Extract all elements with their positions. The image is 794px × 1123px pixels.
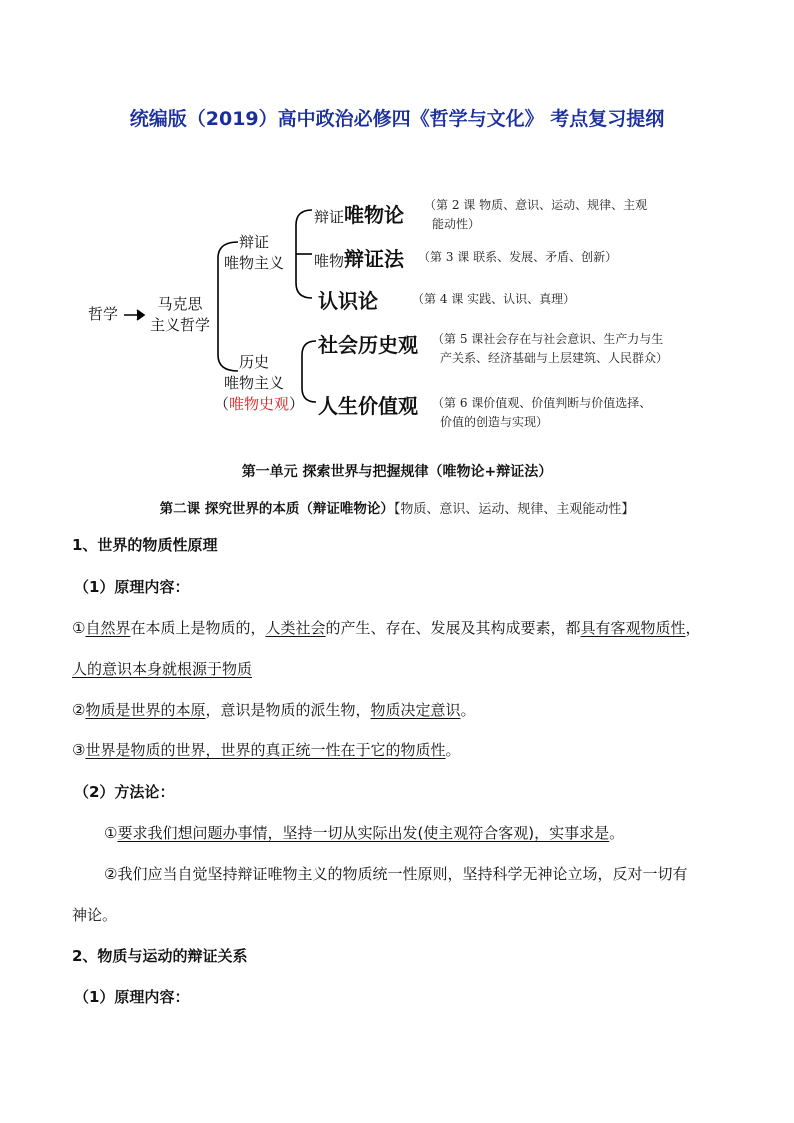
method-item-1: ①要求我们想问题办事情，坚持一切从实际出发(使主观符合客观)，实事求是。 [104,824,625,842]
map-leaf-epistemology: 认识论 [318,289,378,313]
unit-heading: 第一单元 探索世界与把握规律（唯物论+辩证法） [241,464,553,480]
principle-item-2: ②物质是世界的本原，意识是物质的派生物，物质决定意识。 [72,701,476,719]
principle-item-3: ③世界是物质的世界，世界的真正统一性在于它的物质性。 [72,741,461,759]
map-marxist-line1: 马克思 [157,295,203,313]
map-marxist-philosophy [145,294,215,336]
section1-heading: 1、世界的物质性原理 [72,536,218,554]
map-leaf-dialectics-note: （第 3 课 联系、发展、矛盾、创新） [418,250,618,264]
map-historical-alias-row: （唯物史观） [214,395,305,413]
map-leaf-materialism: 辩证唯物论 [314,203,405,227]
map-marxist-line2: 主义哲学 [149,316,210,334]
map-dialectical-materialism [218,232,290,274]
map-historical-alias: 唯物史观 [229,395,290,413]
section1-principle-heading: （1）原理内容： [74,578,190,596]
map-historical-line1: 历史 [238,353,269,371]
map-dialectical-line2: 唯物主义 [223,254,284,272]
section1-method-heading: （2）方法论： [74,783,175,801]
root-arrow-head [137,310,144,320]
map-leaf-epistemology-note: （第 4 课 实践、认识、真理） [412,292,576,306]
principle-item-1: ①自然界在本质上是物质的，人类社会的产生、存在、发展及其构成要素，都具有客观物质性， [72,619,701,637]
lesson-heading: 第二课 探究世界的本质（辩证唯物论）【物质、意识、运动、规律、主观能动性】 [159,501,635,517]
map-leaf-dialectics: 唯物辩证法 [314,247,405,271]
map-leaf-life-values-note: （第 6 课价值观、价值判断与价值选择、 价值的创造与实现） [432,396,652,429]
principle-item-1-cont: 人的意识本身就根源于物质 [72,660,253,678]
map-historical-materialism [214,352,305,415]
map-historical-line2: 唯物主义 [223,374,284,392]
section2-principle-heading: （1）原理内容： [74,988,190,1006]
map-leaf-social-history: 社会历史观 [318,333,418,357]
map-leaf-social-history-note: （第 5 课社会存在与社会意识、生产力与生 产关系、经济基础与上层建筑、人民群众） [432,332,669,365]
historical-bracket [302,341,316,402]
method-item-2: ②我们应当自觉坚持辩证唯物主义的物质统一性原则，坚持科学无神论立场，反对一切有 [104,865,688,883]
map-root-philosophy: 哲学 [88,305,119,323]
map-leaf-life-values: 人生价值观 [318,394,418,418]
section2-heading: 2、物质与运动的辩证关系 [72,947,248,965]
method-item-2-cont: 神论。 [72,906,118,924]
map-leaf-materialism-note: （第 2 课 物质、意识、运动、规律、主观 能动性） [424,198,648,231]
document-title: 统编版（2019）高中政治必修四《哲学与文化》 考点复习提纲 [129,108,665,130]
map-dialectical-line1: 辩证 [238,233,269,251]
